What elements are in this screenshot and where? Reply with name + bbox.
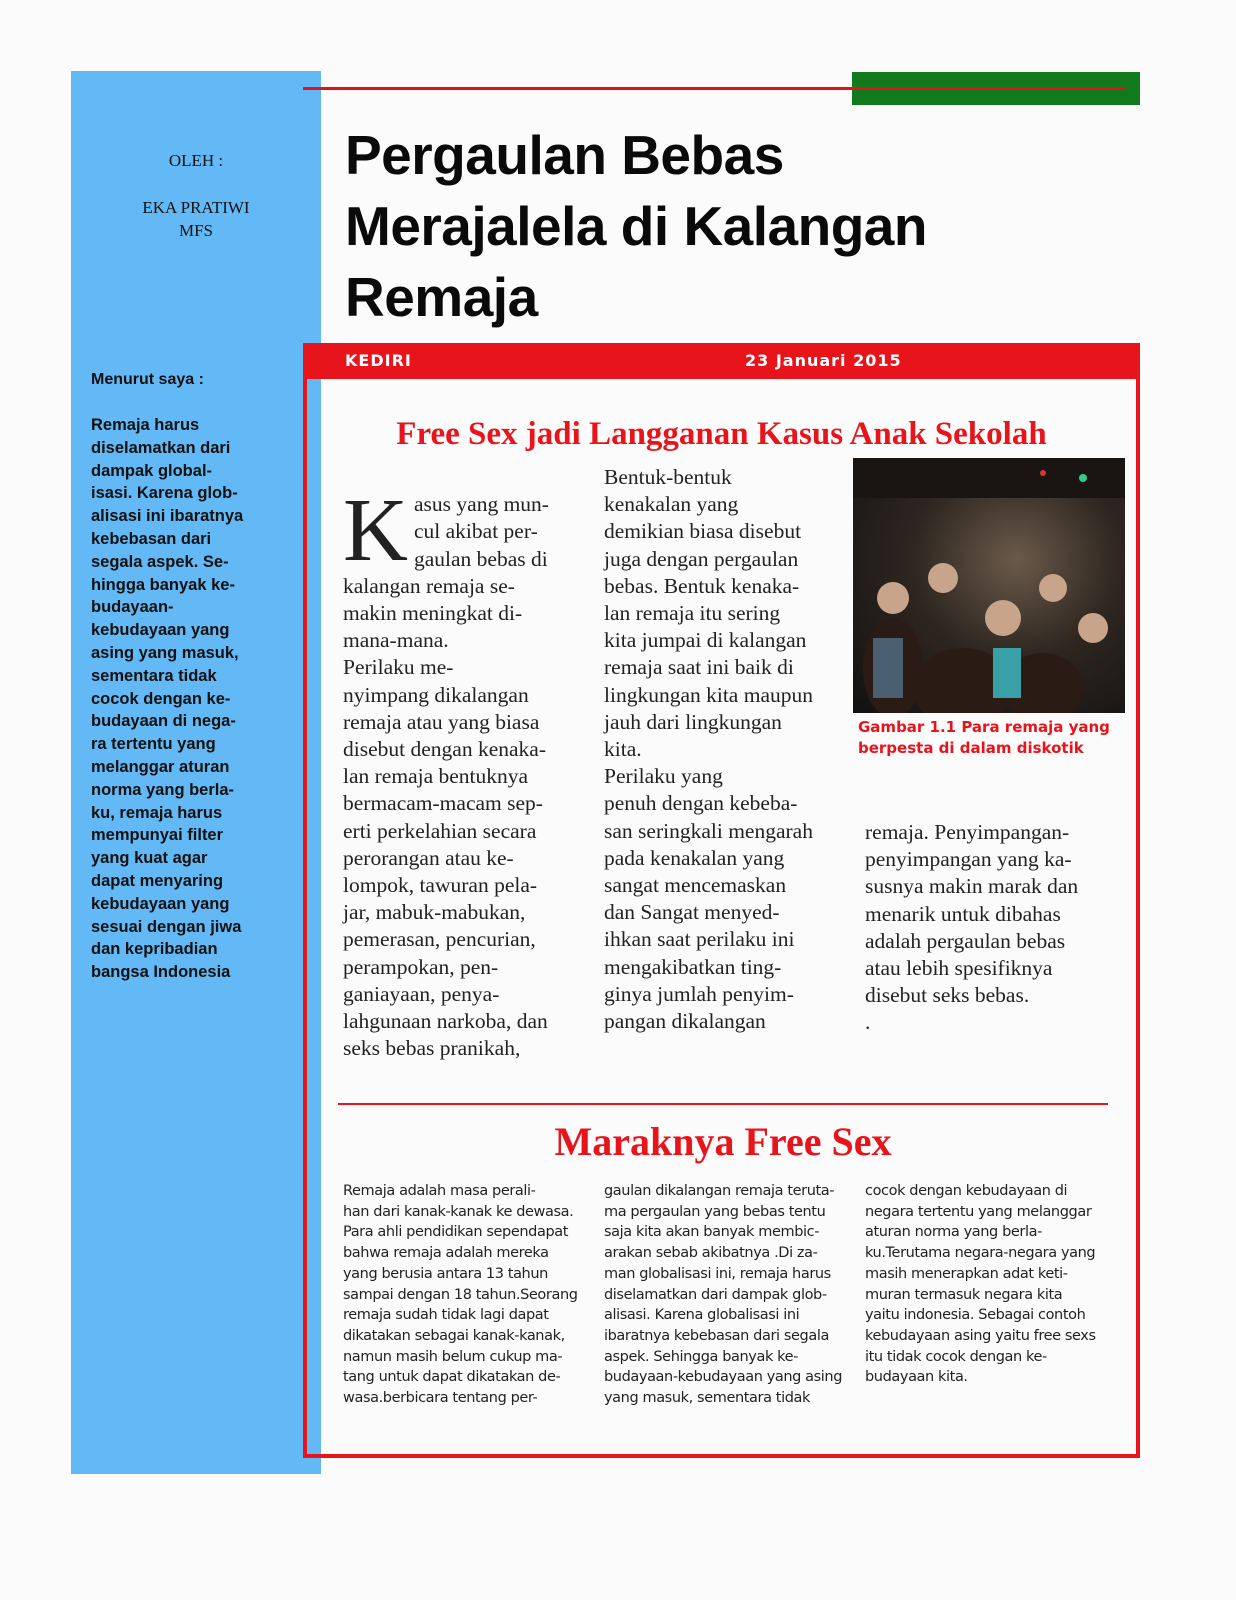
photo-caption: Gambar 1.1 Para remaja yang berpesta di dalam diskotik — [858, 718, 1110, 757]
article2-headline: Maraknya Free Sex — [554, 1119, 892, 1164]
article1-col1 — [343, 464, 588, 1090]
page-title: Pergaulan Bebas Merajalela di Kalangan Remaja — [345, 124, 927, 328]
article1-col3: remaja. Penyimpangan- penyimpangan yang ka- susnya makin marak dan menarik untuk dibahas adalah pergaulan bebas atau lebih spesifiknya disebut seks bebas. . — [865, 820, 1079, 1035]
article1-lead: asus yang mun- cul akibat per- gaulan bebas di — [414, 492, 549, 571]
article2-col2: gaulan dikalangan remaja teruta- ma pergaulan yang bebas tentu saja kita akan banyak membic- arakan sebab akibatnya .Di za- man globalisasi ini, remaja harus diselamatkan dari dampak glob- alisasi. Karena globalisasi ini ibaratnya kebebasan dari segala aspek. Sehingga banyak ke- budayaan-kebudayaan yang asing yang masuk, sementara tidak — [604, 1183, 843, 1407]
sidebar — [71, 71, 321, 1474]
opinion-body: Remaja harus diselamatkan dari dampak global- isasi. Karena glob- alisasi ini ibaratnya kebebasan dari segala aspek. Se- hingga banyak ke- budayaan- kebudayaan yang asing yang masuk, sementara tidak cocok dengan ke- budayaan di nega- ra tertentu yang melanggar aturan norma yang berla- ku, remaja harus mempunyai filter yang kuat agar dapat menyaring kebudayaan yang sesuai dengan jiwa dan kepribadian bangsa Indonesia — [91, 416, 244, 982]
by-label: OLEH : — [168, 151, 224, 170]
drop-cap: K — [343, 481, 408, 581]
opinion-title: Menurut saya : — [91, 371, 204, 388]
red-rule — [303, 87, 1125, 90]
article2-col3: cocok dengan kebudayaan di negara tertentu yang melanggar aturan norma yang berla- ku.Terutama negara-negara yang masih menerapkan adat keti- muran termasuk negara kita yaitu indonesia. Sebagai contoh kebudayaan asing yaitu free sexs itu tidak cocok dengan ke- budayaan kita. — [865, 1183, 1096, 1386]
location: KEDIRI — [345, 351, 412, 370]
article2-col1: Remaja adalah masa perali- han dari kanak-kanak ke dewasa. Para ahli pendidikan sependapat bahwa remaja adalah mereka yang berusia antara 13 tahun sampai dengan 18 tahun.Seorang remaja sudah tidak lagi dapat dikatakan sebagai kanak-kanak, namun masih belum cukup ma- tang untuk dapat dikatakan de- wasa.berbicara tentang per- — [343, 1183, 578, 1407]
dateline-band — [303, 343, 1140, 379]
date: 23 Januari 2015 — [745, 351, 902, 370]
article1-col2: Bentuk-bentuk kenakalan yang demikian biasa disebut juga dengan pergaulan bebas. Bentuk kenaka- lan remaja itu sering kita jumpai di kalangan remaja saat ini baik di lingkungan kita maupun jauh dari lingkungan kita. Perilaku yang penuh dengan kebeba- san seringkali mengarah pada kenakalan yang sangat mencemaskan dan Sangat menyed- ihkan saat perilaku ini mengakibatkan ting- ginya jumlah penyim- pangan dikalangan — [604, 465, 813, 1034]
article1-col1-text: kalangan remaja se- makin meningkat di- mana-mana. Perilaku me- nyimpang dikalangan remaja atau yang biasa disebut dengan kenaka- lan remaja bentuknya bermacam-macam sep- erti perkelahian secara perorangan atau ke- lompok, tawuran pela- jar, mabuk-mabukan, pemerasan, pencurian, perampokan, pen- ganiayaan, penya- lahgunaan narkoba, dan seks bebas pranikah, — [343, 573, 548, 1061]
article1-headline: Free Sex jadi Langganan Kasus Anak Sekolah — [396, 416, 1047, 452]
crowd-image-icon — [853, 458, 1125, 713]
author-name: EKA PRATIWI MFS — [142, 198, 250, 240]
party-photo — [853, 458, 1125, 713]
section-divider — [338, 1103, 1108, 1105]
